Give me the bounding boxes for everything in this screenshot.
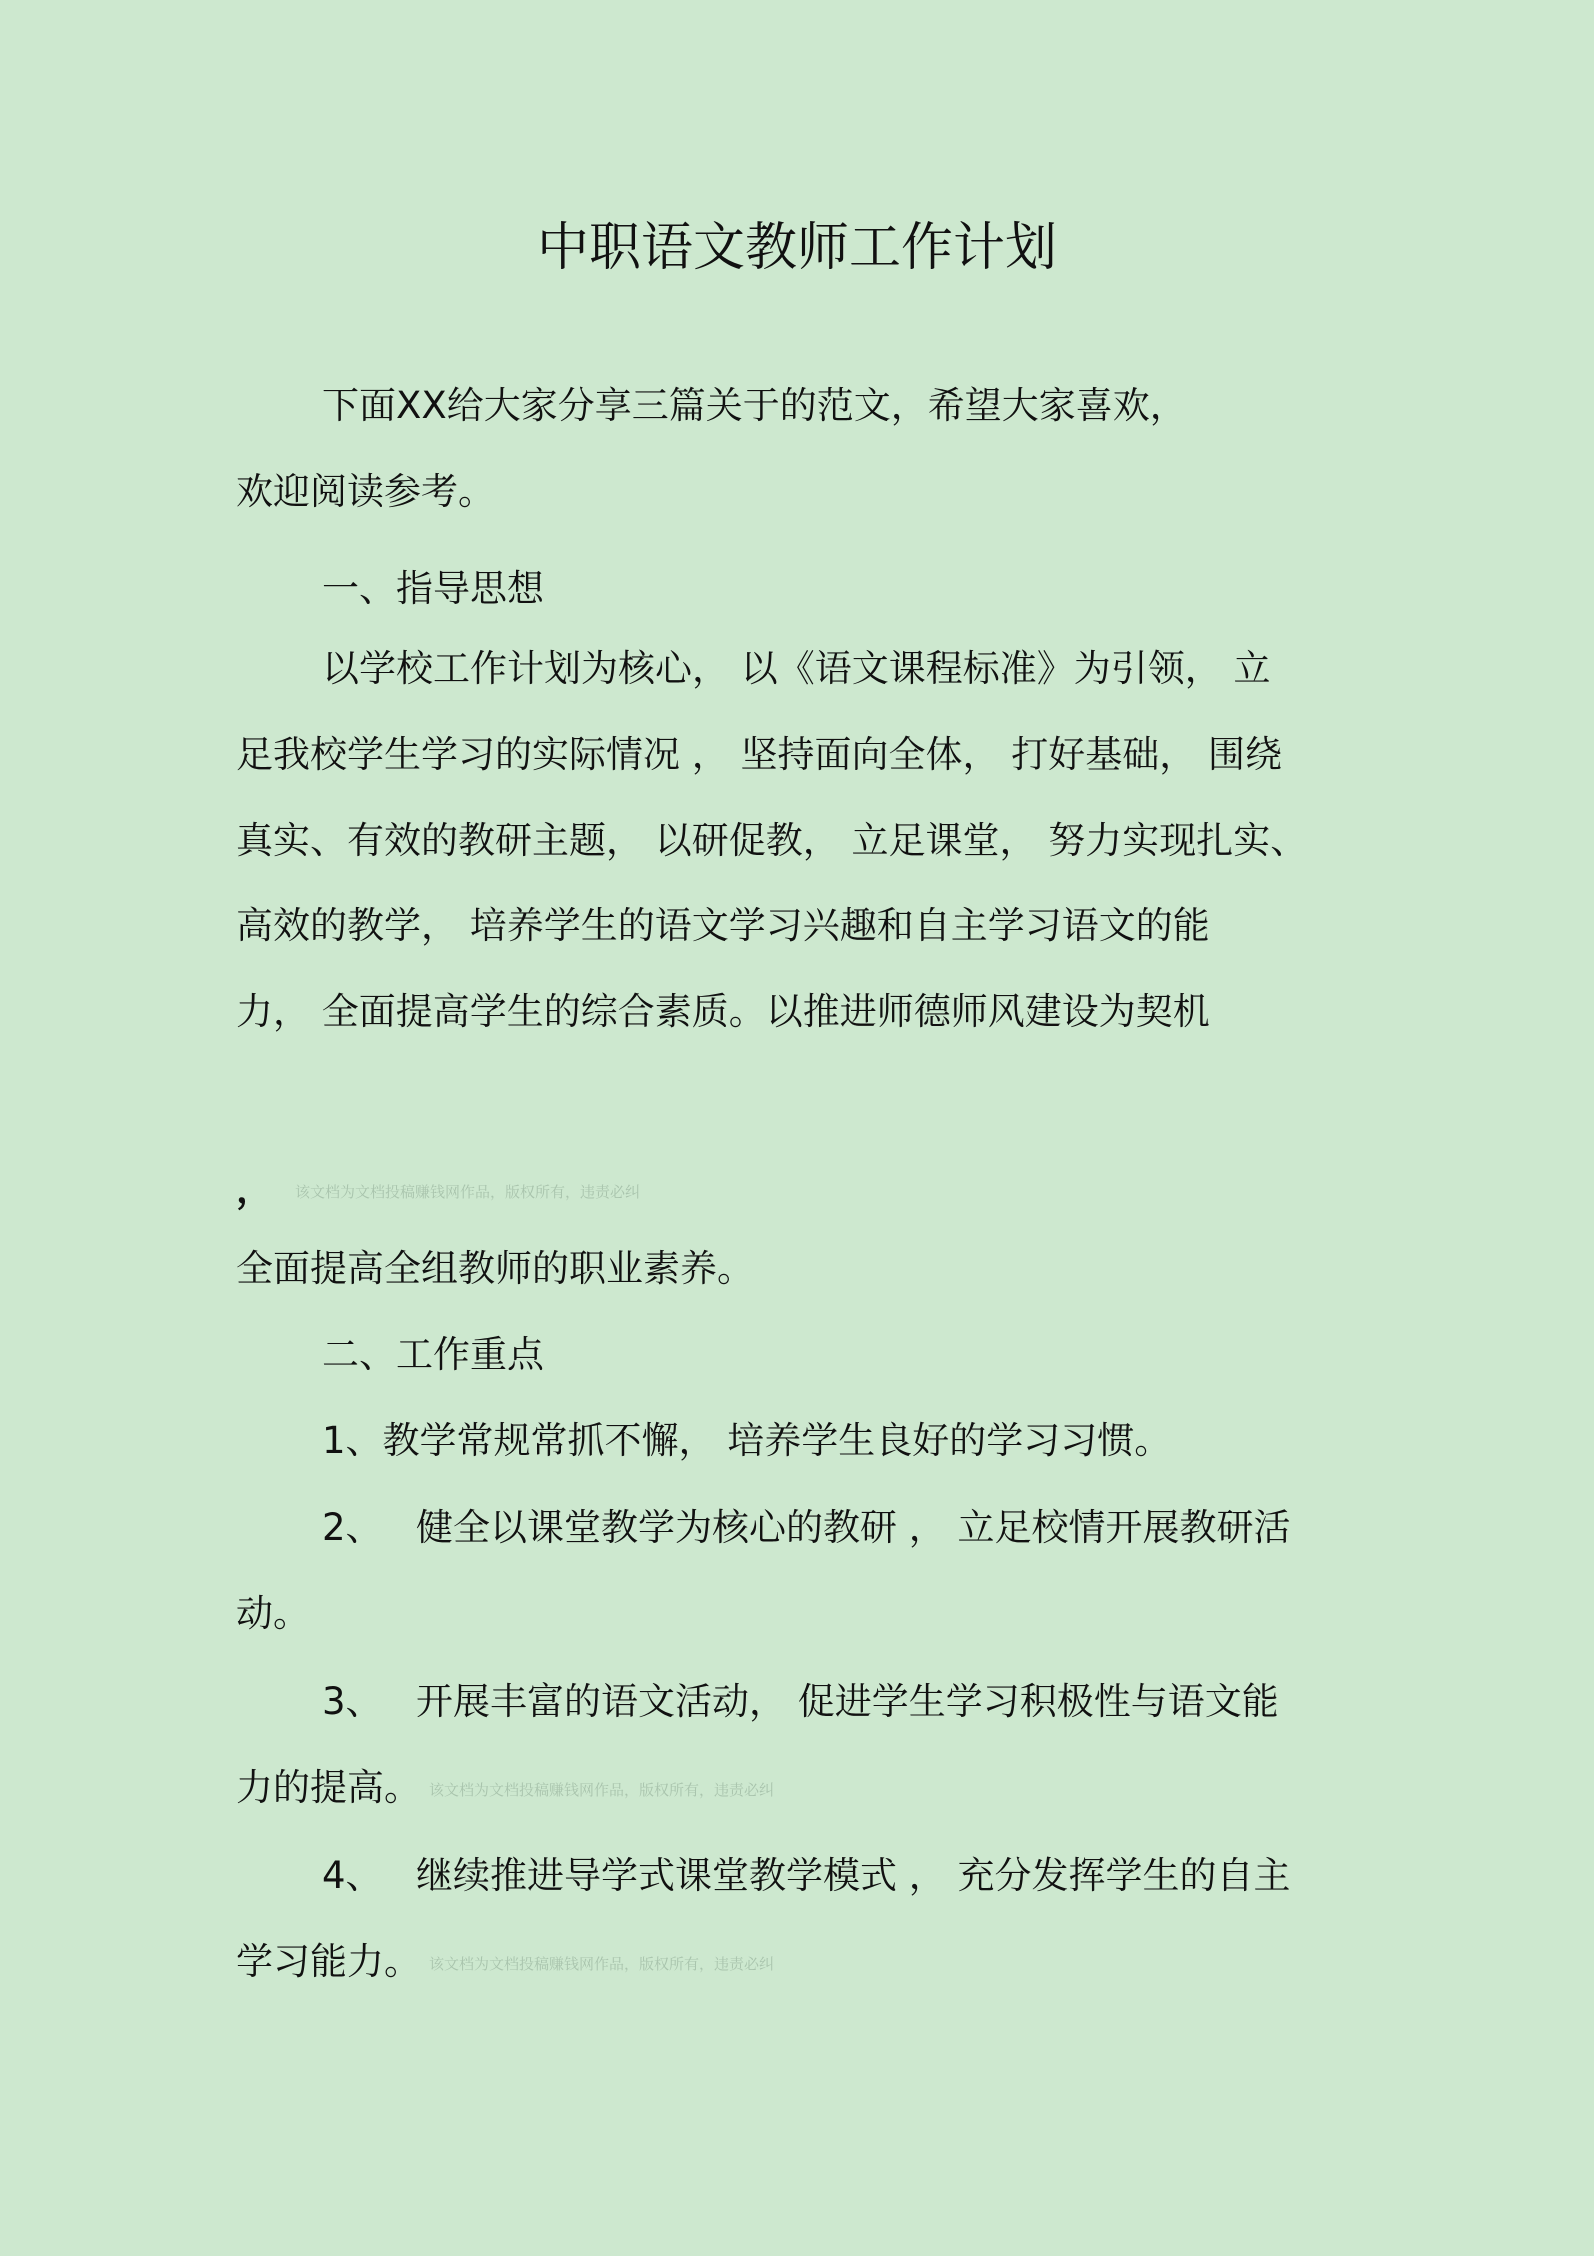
paragraph-1-line-2: 足我校学生学习的实际情况 ， 坚持面向全体， 打好基础， 围绕 bbox=[236, 733, 1283, 776]
watermark-3: 该文档为文档投稿赚钱网作品，版权所有，违责必纠 bbox=[429, 1954, 775, 1973]
item-4-text: 继续推进导学式课堂教学模式 ， 充分发挥学生的自主 bbox=[416, 1854, 1291, 1897]
item-4-continuation bbox=[236, 1938, 774, 1988]
paragraph-1-line-3: 真实、有效的教研主题， 以研促教， 立足课堂， 努力实现扎实、 bbox=[236, 819, 1308, 862]
item-3-continuation bbox=[236, 1764, 774, 1814]
section-1-heading: 一、指导思想 bbox=[322, 567, 544, 610]
item-3-continuation-text: 力的提高。 bbox=[236, 1766, 421, 1809]
item-3 bbox=[322, 1678, 1279, 1726]
paragraph-1-line-4: 高效的教学， 培养学生的语文学习兴趣和自主学习语文的能 bbox=[236, 904, 1210, 947]
item-4-continuation-text: 学习能力。 bbox=[236, 1940, 421, 1983]
document-title: 中职语文教师工作计划 bbox=[536, 218, 1057, 278]
watermark-1: 该文档为文档投稿赚钱网作品，版权所有，违责必纠 bbox=[295, 1182, 641, 1201]
item-3-text: 开展丰富的语文活动， 促进学生学习积极性与语文能 bbox=[416, 1680, 1279, 1723]
paragraph-1-line-6 bbox=[236, 1166, 640, 1216]
item-2 bbox=[322, 1504, 1291, 1552]
paragraph-1-line-1: 以学校工作计划为核心， 以《语文课程标准》为引领， 立 bbox=[322, 647, 1271, 690]
intro-line-1: 下面XX给大家分享三篇关于的范文，希望大家喜欢， bbox=[322, 384, 1187, 427]
item-2-text: 健全以课堂教学为核心的教研 ， 立足校情开展教研活 bbox=[416, 1506, 1291, 1549]
comma-mark: ， bbox=[236, 1168, 273, 1211]
paragraph-1-line-7: 全面提高全组教师的职业素养。 bbox=[236, 1247, 754, 1290]
intro-line-2: 欢迎阅读参考。 bbox=[236, 470, 495, 513]
section-2-heading: 二、工作重点 bbox=[322, 1333, 544, 1376]
item-2-number: 2、 bbox=[322, 1506, 383, 1549]
paragraph-1-line-5: 力， 全面提高学生的综合素质。以推进师德师风建设为契机 bbox=[236, 990, 1210, 1033]
watermark-2: 该文档为文档投稿赚钱网作品，版权所有，违责必纠 bbox=[429, 1780, 775, 1799]
item-2-continuation: 动。 bbox=[236, 1592, 310, 1635]
item-1: 1、教学常规常抓不懈， 培养学生良好的学习习惯。 bbox=[322, 1419, 1172, 1462]
item-4-number: 4、 bbox=[322, 1854, 383, 1897]
item-4 bbox=[322, 1852, 1291, 1900]
item-3-number: 3、 bbox=[322, 1680, 383, 1723]
